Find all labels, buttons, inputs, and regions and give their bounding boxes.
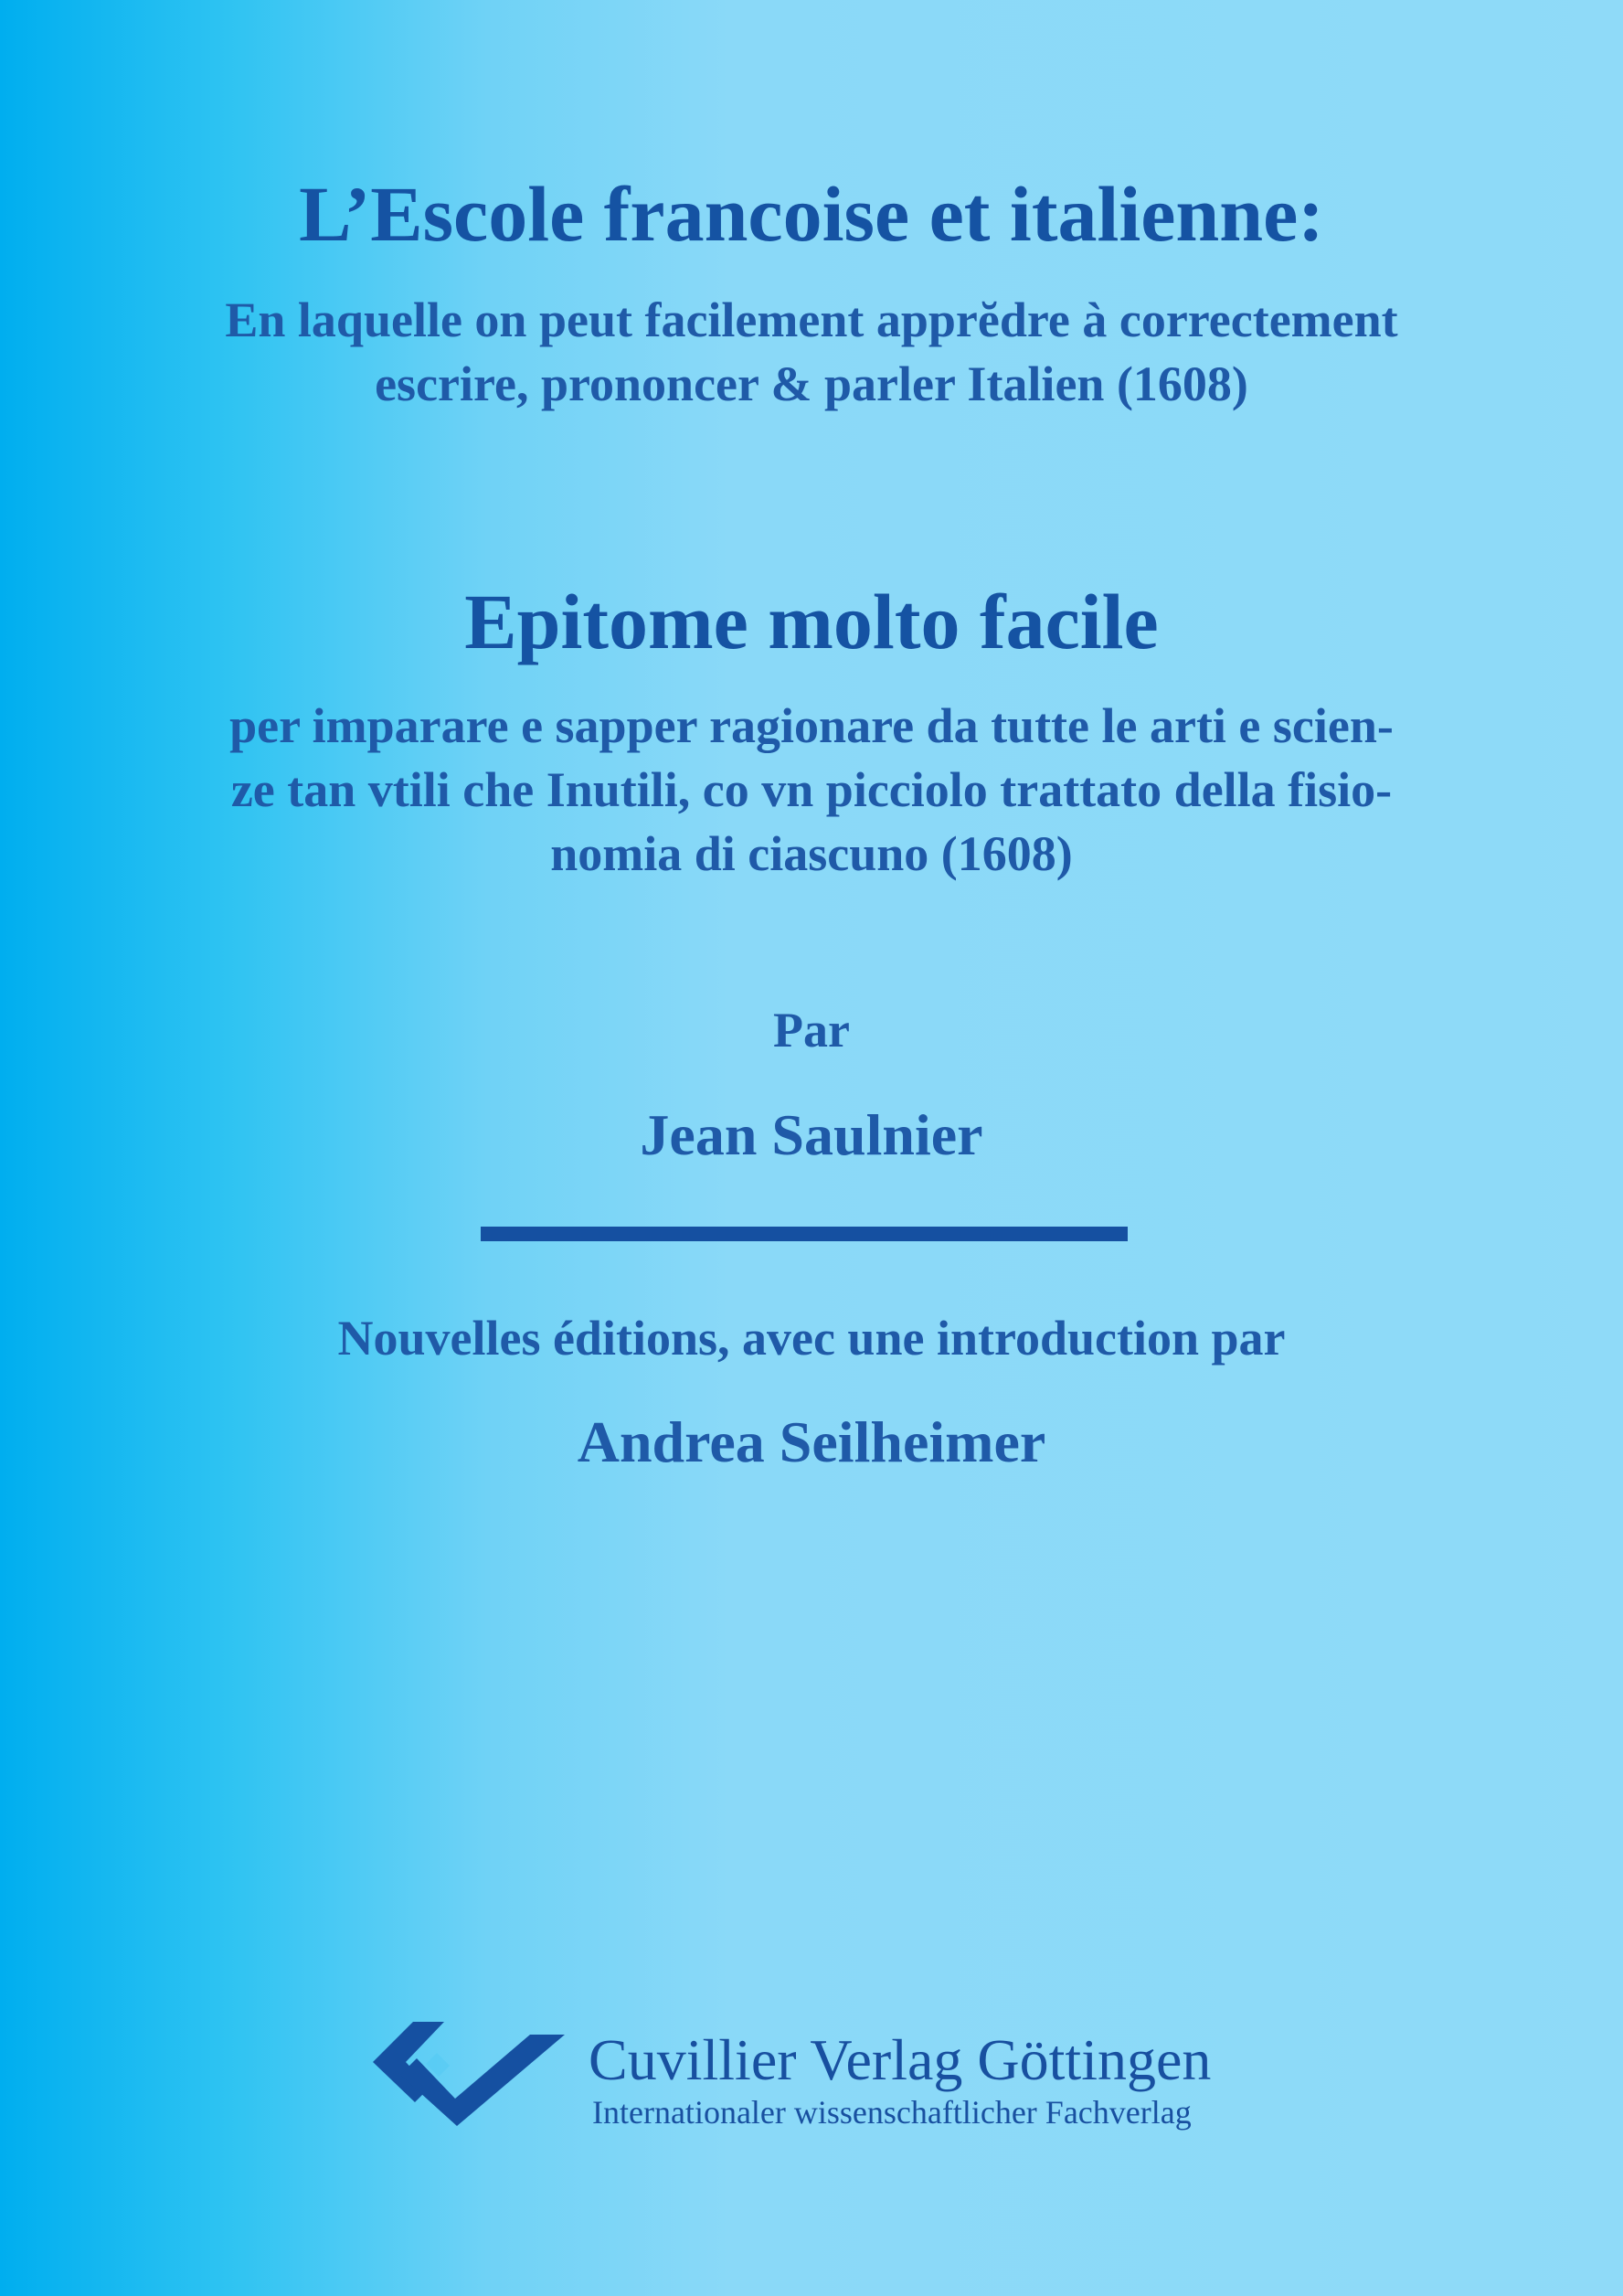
- book2-subtitle-line-3: nomia di ciascuno (1608): [550, 826, 1073, 881]
- publisher-name: Cuvillier Verlag Göttingen: [589, 2027, 1212, 2092]
- book1-title: L’Escole francoise et italienne:: [299, 170, 1324, 258]
- book1-subtitle-line-2: escrire, prononcer & parler Italien (1608): [375, 356, 1248, 411]
- book1-subtitle-line-1: En laquelle on peut facilement apprĕdre à correctement: [225, 292, 1398, 347]
- publisher-tagline: Internationaler wissenschaftlicher Fachverlag: [592, 2094, 1192, 2131]
- by-label: Par: [773, 1003, 850, 1058]
- divider-rule: [481, 1227, 1128, 1241]
- editor-name: Andrea Seilheimer: [577, 1409, 1046, 1474]
- book2-title: Epitome molto facile: [464, 578, 1159, 665]
- edition-label: Nouvelles éditions, avec une introduction par: [337, 1311, 1286, 1366]
- author-name: Jean Saulnier: [640, 1102, 983, 1167]
- book2-subtitle-line-2: ze tan vtili che Inutili, co vn picciolo trattato della fisio-: [230, 762, 1393, 817]
- book2-subtitle-line-1: per imparare e sapper ragionare da tutte le arti e scien-: [229, 698, 1394, 753]
- cuvillier-cv-logo-icon: [373, 2022, 565, 2126]
